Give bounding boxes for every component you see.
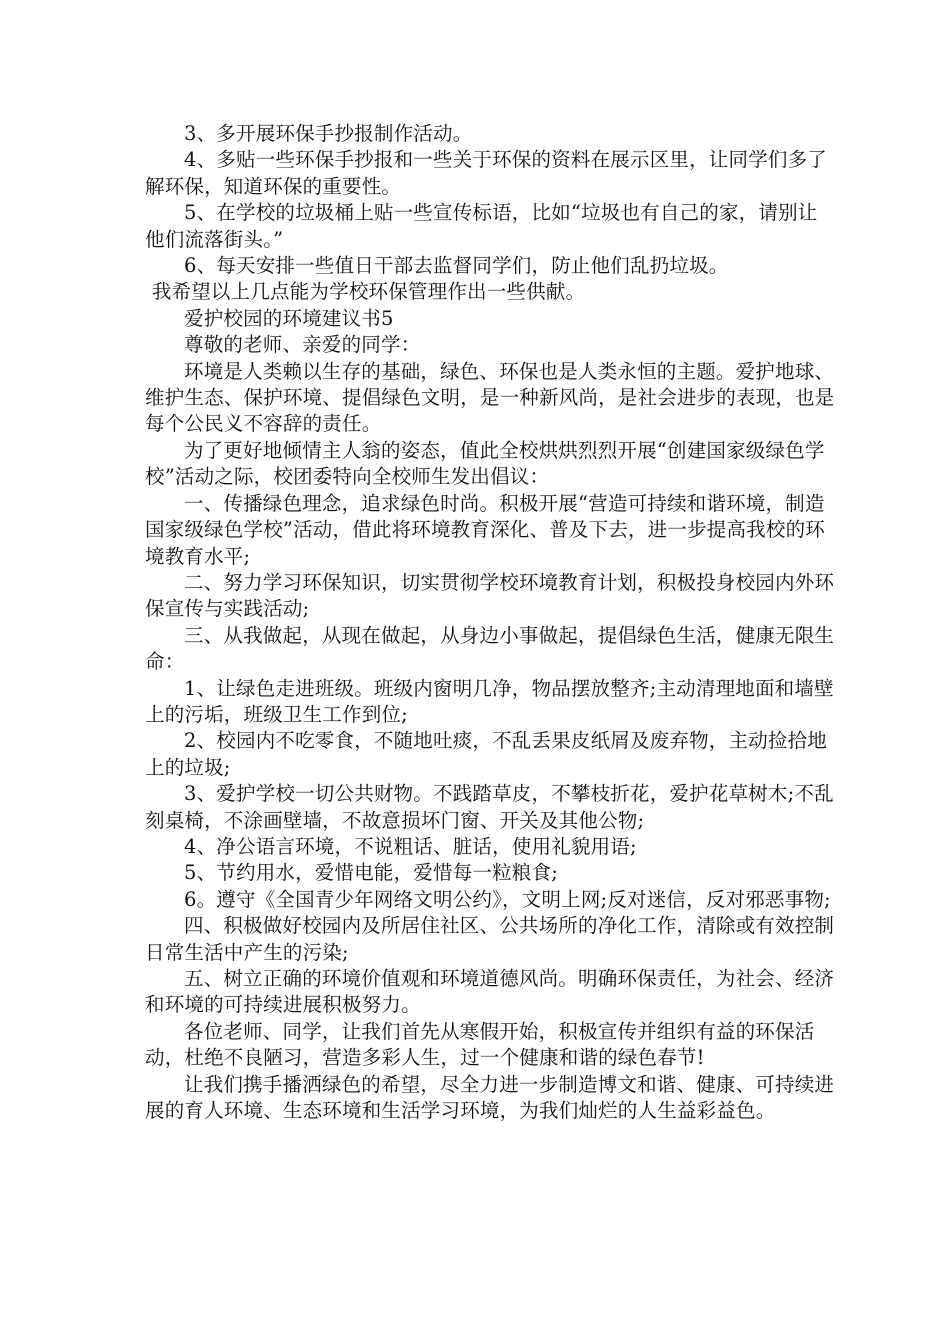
paragraph-item-18: 五、树立正确的环境价值观和环境道德风尚。明确环保责任，为社会、经济和环境的可持续进展积极努力。 bbox=[145, 967, 835, 1017]
paragraph-item-5: 我希望以上几点能为学校环保管理作出一些供献。 bbox=[151, 280, 586, 304]
paragraph-item-19: 各位老师、同学，让我们首先从寒假开始，积极宣传并组织有益的环保活动，杜绝不良陋习，营造多彩人生，过一个健康和谐的绿色春节! bbox=[145, 1019, 815, 1070]
paragraph-item-8: 一、传播绿色理念，追求绿色时尚。积极开展“营造可持续和谐环境，制造国家级绿色学校”活动，借此将环境教育深化、普及下去，进一步提高我校的环境教育水平; bbox=[145, 491, 825, 568]
salutation: 尊敬的老师、亲爱的同学： bbox=[184, 333, 421, 357]
paragraph-item-11: 1、让绿色走进班级。班级内窗明几净，物品摆放整齐;主动清理地面和墙壁上的污垢，班级卫生工作到位; bbox=[145, 676, 834, 726]
paragraph-item-3: 5、在学校的垃圾桶上贴一些宣传标语，比如“垃圾也有自己的家，请别让他们流落街头。” bbox=[145, 201, 818, 251]
paragraph-item-9: 二、努力学习环保知识，切实贯彻学校环境教育计划，积极投身校园内外环保宣传与实践活动; bbox=[145, 570, 835, 621]
paragraph-item-10: 三、从我做起，从现在做起，从身边小事做起，提倡绿色生活，健康无限生命： bbox=[145, 623, 835, 674]
paragraph-item-20: 让我们携手播洒绿色的希望，尽全力进一步制造博文和谐、健康、可持续进展的育人环境、生态环境和生活学习环境，为我们灿烂的人生益彩益色。 bbox=[145, 1072, 835, 1123]
paragraph-item-7: 为了更好地倾情主人翁的姿态，值此全校烘烘烈烈开展“创建国家级绿色学校”活动之际，校团委特向全校师生发出倡议： bbox=[145, 438, 825, 489]
paragraph-item-16: 6。遵守《全国青少年网络文明公约》，文明上网;反对迷信，反对邪恶事物; bbox=[184, 887, 831, 911]
paragraph-item-1: 3、多开展环保手抄报制作活动。 bbox=[184, 122, 473, 145]
paragraph-item-15: 5、节约用水，爱惜电能，爱惜每一粒粮食; bbox=[184, 861, 558, 885]
section-title: 爱护校园的环境建议书5 bbox=[184, 306, 394, 330]
paragraph-item-13: 3、爱护学校一切公共财物。不践踏草皮，不攀枝折花，爱护花草树木;不乱刻桌椅，不涂画壁墙，不故意损坏门窗、开关及其他公物; bbox=[145, 782, 834, 832]
paragraph-item-12: 2、校园内不吃零食，不随地吐痰，不乱丢果皮纸屑及废弃物，主动捡拾地上的垃圾; bbox=[145, 729, 828, 779]
paragraph-item-2: 4、多贴一些环保手抄报和一些关于环保的资料在展示区里，让同学们多了解环保，知道环保的重要性。 bbox=[145, 148, 828, 198]
paragraph-item-17: 四、积极做好校园内及所居住社区、公共场所的净化工作，清除或有效控制日常生活中产生的污染; bbox=[145, 914, 835, 964]
document-body bbox=[145, 121, 835, 1124]
paragraph-item-6: 环境是人类赖以生存的基础，绿色、环保也是人类永恒的主题。爱护地球、维护生态、保护环境、提倡绿色文明，是一种新风尚，是社会进步的表现，也是每个公民义不容辞的责任。 bbox=[145, 359, 835, 436]
paragraph-item-4: 6、每天安排一些值日干部去监督同学们，防止他们乱扔垃圾。 bbox=[184, 254, 729, 278]
paragraph-item-14: 4、净公语言环境，不说粗话、脏话，使用礼貌用语; bbox=[184, 834, 637, 858]
